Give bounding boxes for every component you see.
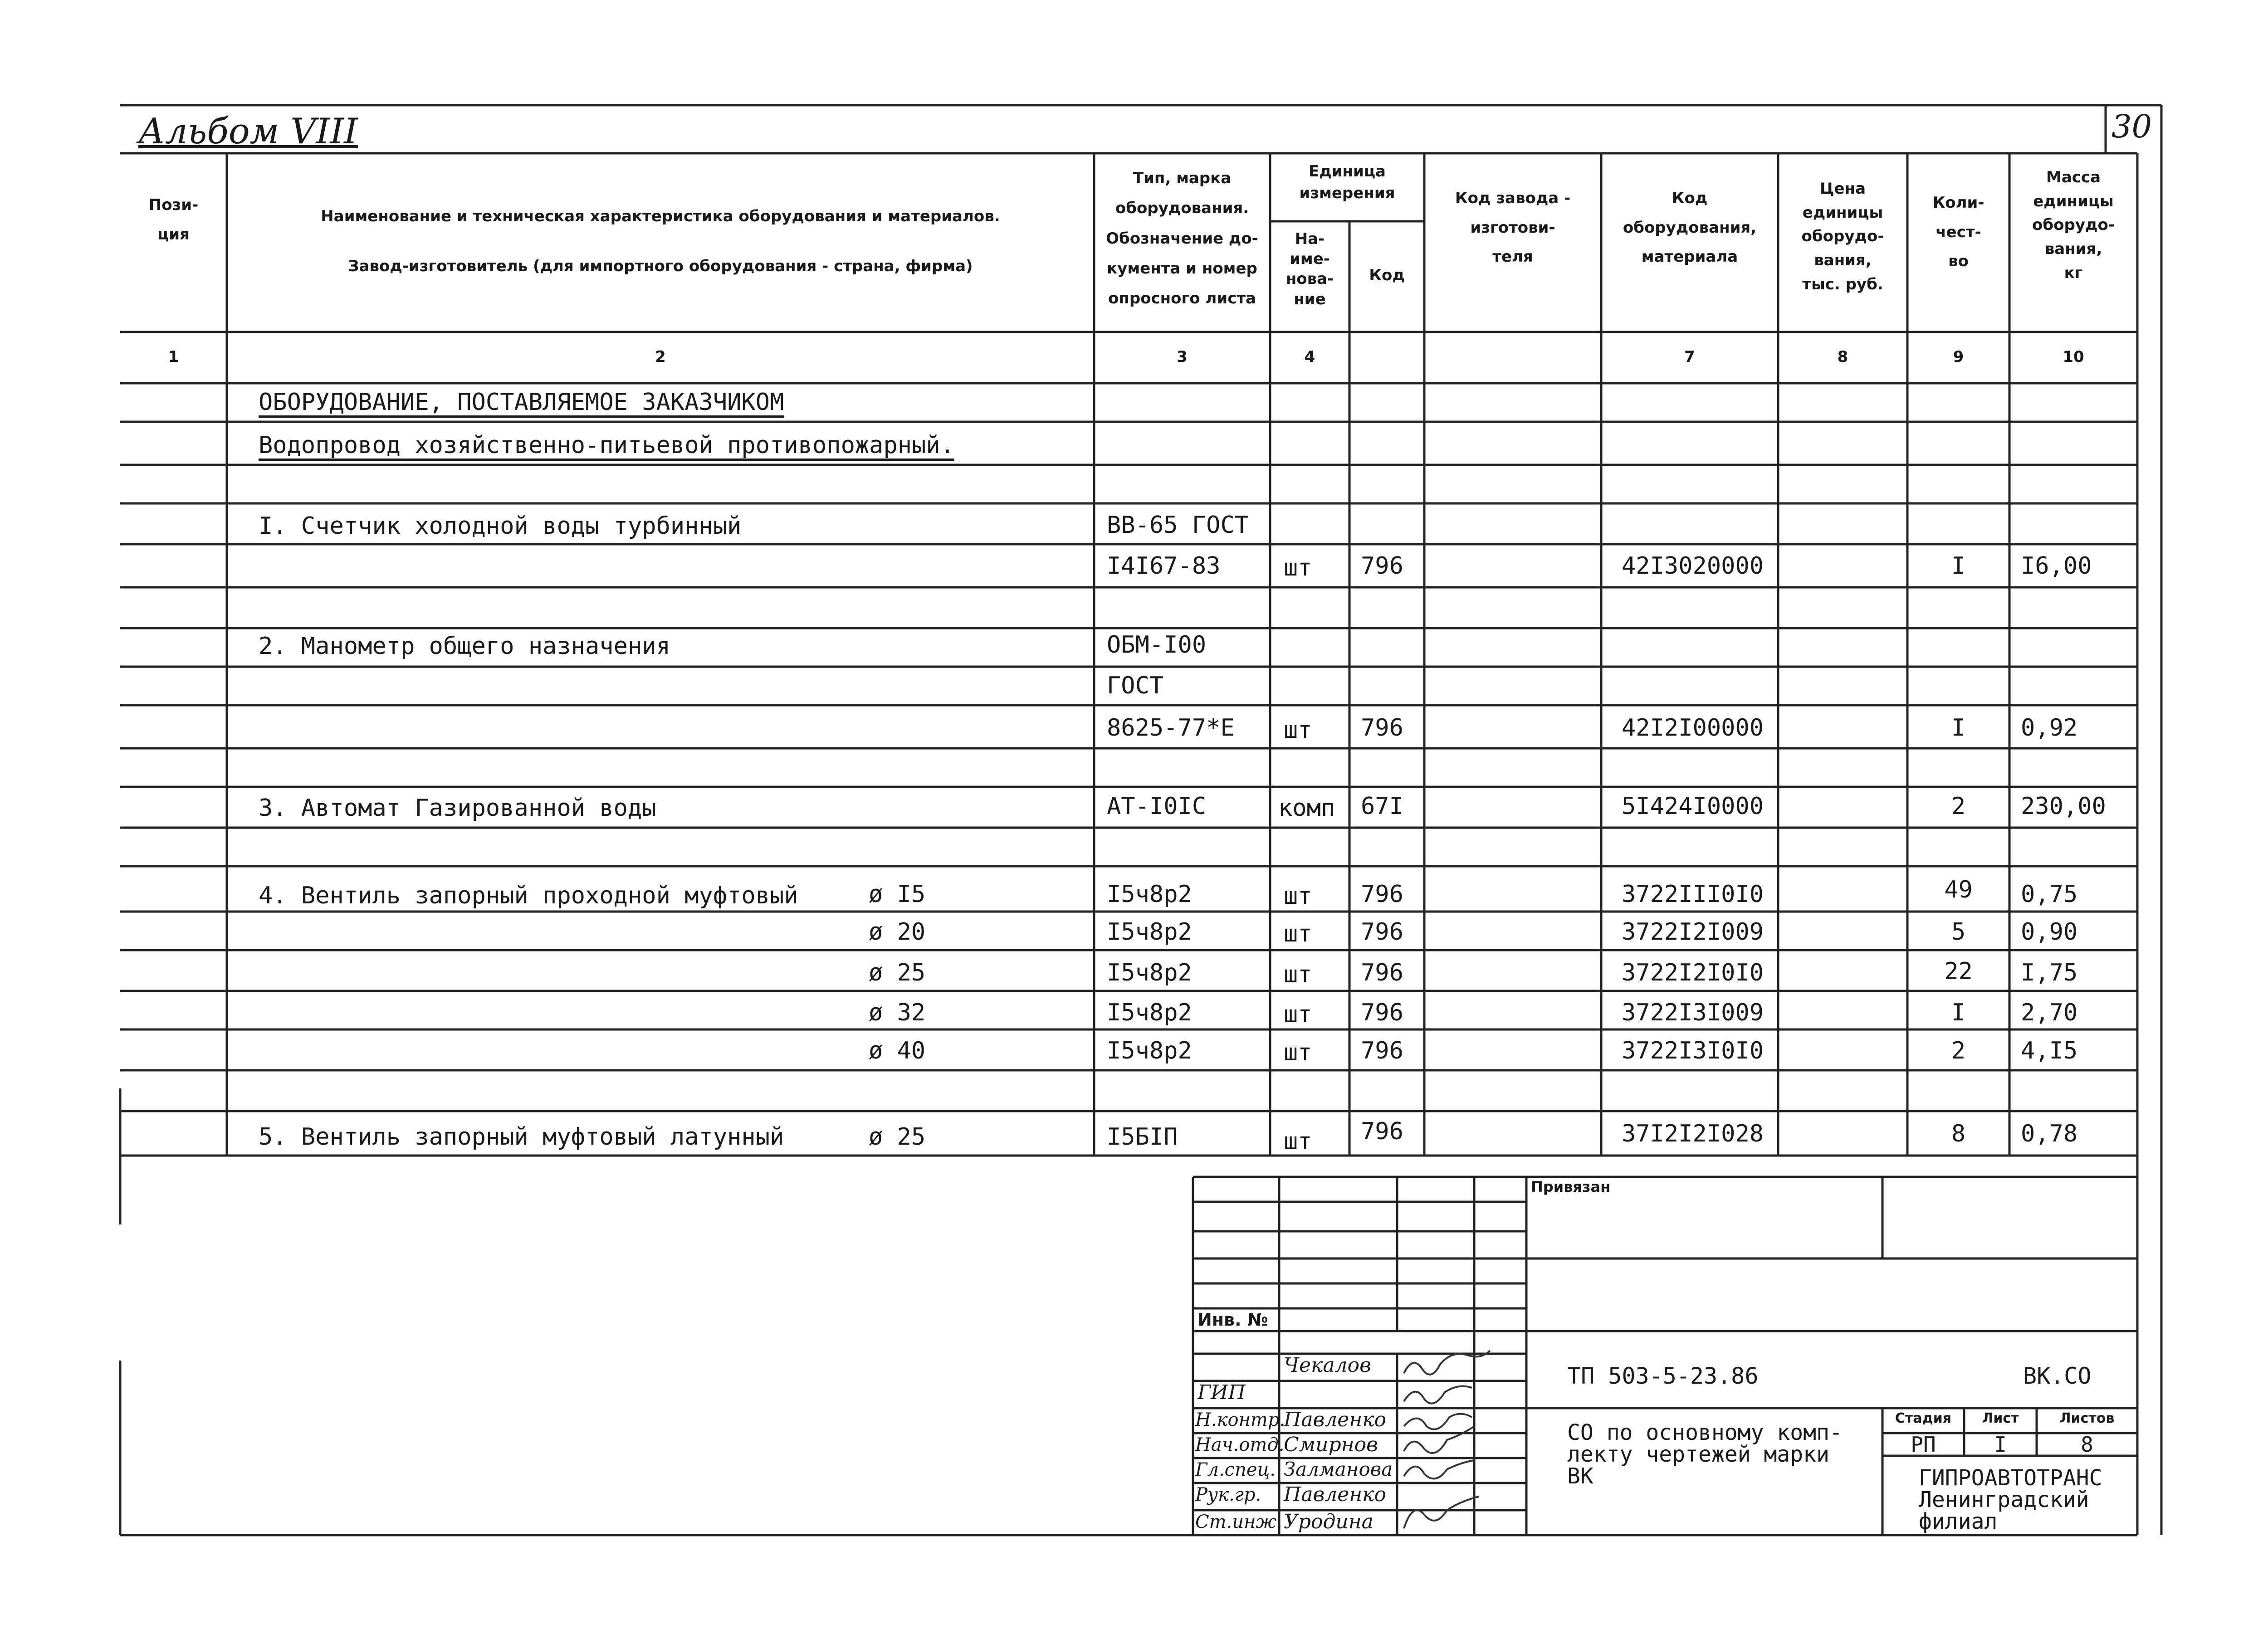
item-name: I. Счетчик холодной воды турбинный — [259, 512, 742, 540]
signature-nachotd — [1404, 1414, 1472, 1429]
item-type: I5ч8р2 — [1107, 999, 1192, 1026]
item-unit-code: 67I — [1361, 793, 1403, 820]
col-header-price: Цена единицы оборудо- вания, тыс. руб. — [1801, 180, 1884, 293]
item-type: I5ч8р2 — [1107, 959, 1192, 986]
item-equipment-code: 3722I3I009 — [1622, 999, 1764, 1026]
item-unit: шт — [1284, 554, 1312, 581]
item-unit-code: 796 — [1361, 881, 1403, 908]
col-header-position: Пози- ция — [148, 196, 199, 244]
col-number-3: 3 — [1177, 348, 1188, 366]
item-diameter: ø 25 — [869, 1123, 926, 1151]
subsection-title: Водопровод хозяйственно-питьевой противопожарный. — [259, 432, 955, 459]
col-header-name: Наименование и техническая характеристика оборудования и материалов. — [321, 207, 1000, 225]
col-number-2: 2 — [655, 348, 666, 366]
item-diameter: ø I5 — [869, 881, 926, 908]
item-unit-code: 796 — [1361, 552, 1403, 580]
col-header-type: Тип, марка оборудования. Обозначение до- кумента и номер опросного листа — [1106, 169, 1258, 308]
item-name: 4. Вентиль запорный проходной муфтовый — [259, 882, 798, 909]
page-number: 30 — [2112, 108, 2152, 145]
signer-name: Залманова — [1284, 1458, 1393, 1480]
item-equipment-code: 3722I2I0I0 — [1622, 959, 1764, 986]
signer-role: Рук.гр. — [1195, 1484, 1261, 1505]
item-unit-code: 796 — [1361, 918, 1403, 946]
item-type: ВВ-65 ГОСТ — [1107, 512, 1249, 539]
signature-stinzh — [1404, 1497, 1479, 1528]
item-diameter: ø 40 — [869, 1037, 926, 1064]
col-header-factory-code: Код завода - изготови- теля — [1455, 189, 1571, 266]
signature-nkontr — [1404, 1386, 1472, 1404]
stage-label: Стадия — [1895, 1410, 1952, 1426]
signer-role: Гл.спец. — [1195, 1459, 1276, 1480]
item-quantity: 8 — [1951, 1120, 1966, 1147]
col-header-unit-code: Код — [1369, 266, 1405, 284]
item-equipment-code: 5I424I0000 — [1622, 793, 1764, 820]
item-type: ГОСТ — [1107, 672, 1164, 699]
item-type: I5ч8р2 — [1107, 1037, 1192, 1064]
item-quantity: I — [1951, 714, 1966, 741]
section-title: ОБОРУДОВАНИЕ, ПОСТАВЛЯЕМОЕ ЗАКАЗЧИКОМ — [259, 389, 784, 416]
item-mass: 230,00 — [2021, 793, 2106, 820]
item-unit: шт — [1284, 920, 1312, 947]
item-equipment-code: 3722I3I0I0 — [1622, 1037, 1764, 1064]
doc-code: ТП 503-5-23.86 — [1567, 1363, 1759, 1389]
col-number-8: 8 — [1837, 348, 1848, 366]
sheet-label: Лист — [1982, 1410, 2019, 1426]
item-unit: шт — [1284, 1001, 1312, 1028]
item-equipment-code: 3722I2I009 — [1622, 918, 1764, 946]
item-quantity: 2 — [1951, 793, 1966, 820]
signer-name: Павленко — [1284, 1483, 1387, 1506]
col-header-manufacturer: Завод-изготовитель (для импортного оборудования - страна, фирма) — [348, 257, 973, 275]
item-diameter: ø 32 — [869, 999, 926, 1026]
sheets-value: 8 — [2081, 1432, 2093, 1457]
signer-name: Павленко — [1284, 1408, 1387, 1431]
item-name: 3. Автомат Газированной воды — [259, 795, 656, 822]
item-mass: 0,92 — [2021, 714, 2078, 741]
item-diameter: ø 25 — [869, 959, 926, 986]
item-name: 5. Вентиль запорный муфтовый латунный — [259, 1123, 784, 1151]
item-quantity: 49 — [1944, 876, 1973, 903]
item-type: АТ-I0IС — [1107, 793, 1207, 820]
item-quantity: I — [1951, 999, 1966, 1026]
item-mass: 0,90 — [2021, 918, 2078, 946]
item-quantity: 22 — [1944, 958, 1973, 985]
signer-name: Чекалов — [1284, 1354, 1371, 1377]
item-type: I4I67-83 — [1107, 552, 1221, 580]
signature-glspec — [1404, 1426, 1474, 1453]
item-mass: 4,I5 — [2021, 1037, 2078, 1064]
item-type: I5БIП — [1107, 1123, 1178, 1151]
item-unit-code: 796 — [1361, 1037, 1403, 1064]
item-unit: шт — [1284, 717, 1312, 744]
item-unit: шт — [1284, 961, 1312, 988]
item-equipment-code: 42I2I00000 — [1622, 714, 1764, 741]
signatures-group — [1404, 1351, 1490, 1528]
stage-value: РП — [1911, 1432, 1936, 1457]
item-type: I5ч8р2 — [1107, 918, 1192, 946]
item-unit-code: 796 — [1361, 999, 1403, 1026]
item-unit-code: 796 — [1361, 959, 1403, 986]
sheets-label: Листов — [2059, 1410, 2115, 1426]
item-unit: шт — [1284, 883, 1312, 910]
col-header-unit-group: Единица измерения — [1299, 162, 1395, 202]
item-type: 8625-77*Е — [1107, 714, 1235, 741]
col-header-mass: Масса единицы оборудо- вания, кг — [2032, 168, 2115, 282]
item-diameter: ø 20 — [869, 918, 926, 946]
item-unit: шт — [1284, 1128, 1312, 1155]
item-equipment-code: 3722III0I0 — [1622, 881, 1764, 908]
organization: ГИПРОАВТОТРАНС Ленинградский филиал — [1919, 1465, 2102, 1534]
signer-name: Смирнов — [1284, 1433, 1378, 1456]
sheet-value: I — [1994, 1432, 2007, 1457]
item-quantity: 5 — [1951, 918, 1966, 946]
signer-name: Уродина — [1284, 1510, 1374, 1533]
doc-mark: ВК.СО — [2023, 1363, 2092, 1389]
item-mass: I,75 — [2021, 959, 2078, 986]
signer-role: Нач.отд. — [1195, 1434, 1285, 1455]
item-type: I5ч8р2 — [1107, 881, 1192, 908]
item-equipment-code: 37I2I2I028 — [1622, 1120, 1764, 1147]
col-header-equipment-code: Код оборудования, материала — [1623, 189, 1757, 266]
item-mass: I6,00 — [2021, 552, 2092, 580]
signer-role: ГИП — [1198, 1381, 1246, 1404]
item-quantity: 2 — [1951, 1037, 1966, 1064]
col-header-unit-name: На- име- нова- ние — [1286, 230, 1334, 308]
col-number-9: 9 — [1953, 348, 1964, 366]
item-unit-code: 796 — [1361, 714, 1403, 741]
item-unit: комп — [1278, 795, 1335, 822]
inv-number-label: Инв. № — [1198, 1310, 1268, 1330]
item-name: 2. Манометр общего назначения — [259, 633, 670, 660]
privyazan-label: Привязан — [1531, 1178, 1611, 1195]
album-label: Альбом VIII — [138, 111, 358, 152]
col-header-quantity: Коли- чест- во — [1932, 194, 1984, 271]
col-number-7: 7 — [1684, 348, 1695, 366]
col-number-4: 4 — [1304, 348, 1315, 366]
item-type: ОБМ-I00 — [1107, 631, 1207, 658]
item-quantity: I — [1951, 552, 1966, 580]
item-mass: 0,75 — [2021, 881, 2078, 908]
item-equipment-code: 42I3020000 — [1622, 552, 1764, 580]
doc-description: СО по основному комп- лекту чертежей марки ВК — [1567, 1420, 1843, 1489]
item-unit-code: 796 — [1361, 1118, 1403, 1145]
signature-rukgr — [1404, 1460, 1474, 1478]
col-number-10: 10 — [2063, 348, 2084, 366]
signer-role: Ст.инж. — [1195, 1512, 1282, 1532]
col-number-1: 1 — [168, 348, 179, 366]
item-unit: шт — [1284, 1039, 1312, 1066]
item-mass: 0,78 — [2021, 1120, 2078, 1147]
signer-role: Н.контр. — [1195, 1410, 1286, 1430]
item-mass: 2,70 — [2021, 999, 2078, 1026]
